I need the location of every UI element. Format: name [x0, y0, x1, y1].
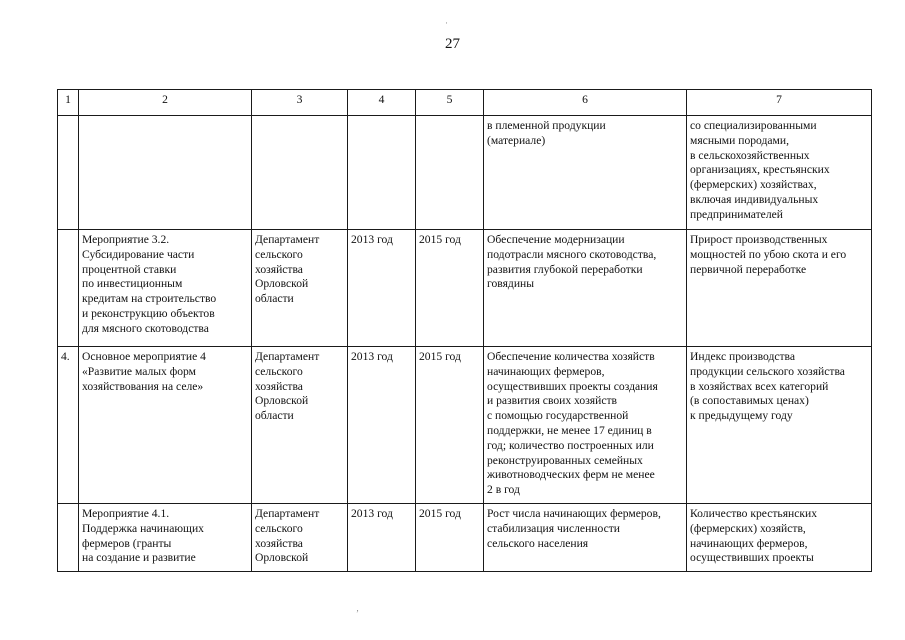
cell-indicator [687, 504, 872, 572]
cell-line: фермеров (гранты [82, 536, 172, 550]
cell-line: Департамент [255, 233, 320, 246]
cell-line: Мероприятие 4.1. [82, 507, 170, 520]
cell-line: говядины [487, 277, 535, 291]
cell-line: и развития своих хозяйств [487, 394, 617, 408]
cell-activity [79, 347, 252, 504]
cell-line: Основное мероприятие 4 [82, 350, 206, 363]
program-table [57, 89, 872, 572]
cell-end-year: 2015 год [416, 230, 484, 347]
cell-end-year [416, 116, 484, 230]
cell-expected-result [484, 347, 687, 504]
cell-indicator [687, 230, 872, 347]
cell-line: области [255, 409, 294, 423]
cell-line: осуществивших проекты [690, 551, 814, 565]
cell-expected-result [484, 504, 687, 572]
table-row [58, 504, 872, 572]
cell-line: к предыдущему году [690, 409, 793, 423]
cell-activity [79, 230, 252, 347]
cell-activity [79, 116, 252, 230]
cell-line: «Развитие малых форм [82, 364, 197, 378]
cell-end-year: 2015 год [416, 347, 484, 504]
cell-line: с помощью государственной [487, 409, 629, 423]
cell-line: стабилизация численности [487, 521, 620, 535]
cell-start-year: 2013 год [348, 504, 416, 572]
table-row [58, 347, 872, 504]
cell-line: по инвестиционным [82, 277, 183, 291]
cell-line: со специализированными [690, 119, 817, 132]
cell-line: начинающих фермеров, [487, 364, 605, 378]
cell-line: сельского [255, 521, 303, 535]
cell-line: области [255, 292, 294, 306]
cell-executor [252, 347, 348, 504]
cell-line: продукции сельского хозяйства [690, 364, 845, 378]
cell-line: сельского [255, 364, 303, 378]
cell-start-year [348, 116, 416, 230]
cell-line: Индекс производства [690, 350, 796, 363]
cell-line: в сельскохозяйственных [690, 148, 810, 162]
cell-start-year: 2013 год [348, 347, 416, 504]
cell-expected-result [484, 230, 687, 347]
cell-line: Обеспечение модернизации [487, 233, 625, 246]
cell-line: сельского [255, 247, 303, 261]
cell-line: осуществивших проекты создания [487, 379, 658, 393]
cell-line: организациях, крестьянских [690, 163, 830, 177]
cell-start-year: 2013 год [348, 230, 416, 347]
cell-number: 4. [58, 347, 79, 504]
cell-line: Субсидирование части [82, 247, 195, 261]
table-row [58, 230, 872, 347]
cell-line: Поддержка начинающих [82, 521, 204, 535]
cell-line: Мероприятие 3.2. [82, 233, 170, 246]
cell-line: 2 в год [487, 483, 520, 497]
header-row [58, 90, 872, 116]
cell-line: развития глубокой переработки [487, 262, 643, 276]
cell-line: (материале) [487, 133, 546, 147]
cell-line: начинающих фермеров, [690, 536, 808, 550]
cell-line: подотрасли мясного скотоводства, [487, 247, 657, 261]
cell-line: (в сопоставимых ценах) [690, 394, 809, 408]
cell-line: мясными породами, [690, 133, 789, 147]
cell-number [58, 116, 79, 230]
cell-line: кредитам на строительство [82, 292, 217, 306]
cell-activity [79, 504, 252, 572]
cell-line: хозяйства [255, 536, 303, 550]
column-header: 4 [348, 90, 416, 116]
cell-line: Департамент [255, 350, 320, 363]
cell-line: Обеспечение количества хозяйств [487, 350, 655, 363]
cell-line: Прирост производственных [690, 233, 828, 246]
cell-line: процентной ставки [82, 262, 177, 276]
column-header: 7 [687, 90, 872, 116]
cell-line: (фермерских) хозяйствах, [690, 178, 817, 192]
cell-executor [252, 116, 348, 230]
cell-line: Департамент [255, 507, 320, 520]
cell-expected-result [484, 116, 687, 230]
cell-line: Орловской [255, 394, 309, 408]
cell-line: хозяйства [255, 262, 303, 276]
column-header: 6 [484, 90, 687, 116]
cell-line: первичной переработке [690, 262, 807, 276]
cell-line: Орловской [255, 277, 309, 291]
cell-line: поддержки, не менее 17 единиц в [487, 423, 652, 437]
cell-indicator [687, 347, 872, 504]
cell-line: Количество крестьянских [690, 507, 818, 520]
cell-line: год; количество построенных или [487, 438, 654, 452]
column-header: 3 [252, 90, 348, 116]
cell-executor [252, 504, 348, 572]
cell-line: в племенной продукции [487, 119, 606, 132]
cell-line: животноводческих ферм не менее [487, 468, 655, 482]
cell-line: на создание и развитие [82, 551, 196, 565]
scan-speck: · [445, 18, 448, 28]
column-header: 1 [58, 90, 79, 116]
cell-line: хозяйства [255, 379, 303, 393]
cell-number [58, 504, 79, 572]
scan-speck: ‚ [356, 603, 359, 613]
cell-line: хозяйствования на селе» [82, 379, 204, 393]
cell-line: (фермерских) хозяйств, [690, 521, 806, 535]
cell-line: для мясного скотоводства [82, 321, 209, 335]
page-number: 27 [445, 36, 460, 52]
cell-line: реконструированных семейных [487, 453, 643, 467]
cell-line: включая индивидуальных [690, 192, 819, 206]
cell-indicator [687, 116, 872, 230]
cell-line: мощностей по убою скота и его [690, 247, 847, 261]
column-header: 5 [416, 90, 484, 116]
cell-line: Рост числа начинающих фермеров, [487, 507, 661, 520]
cell-line: предпринимателей [690, 207, 783, 221]
column-header: 2 [79, 90, 252, 116]
table-row [58, 116, 872, 230]
cell-line: в хозяйствах всех категорий [690, 379, 829, 393]
cell-line: Орловской [255, 551, 309, 565]
cell-line: сельского населения [487, 536, 589, 550]
cell-number [58, 230, 79, 347]
cell-line: и реконструкцию объектов [82, 306, 215, 320]
cell-end-year: 2015 год [416, 504, 484, 572]
cell-executor [252, 230, 348, 347]
